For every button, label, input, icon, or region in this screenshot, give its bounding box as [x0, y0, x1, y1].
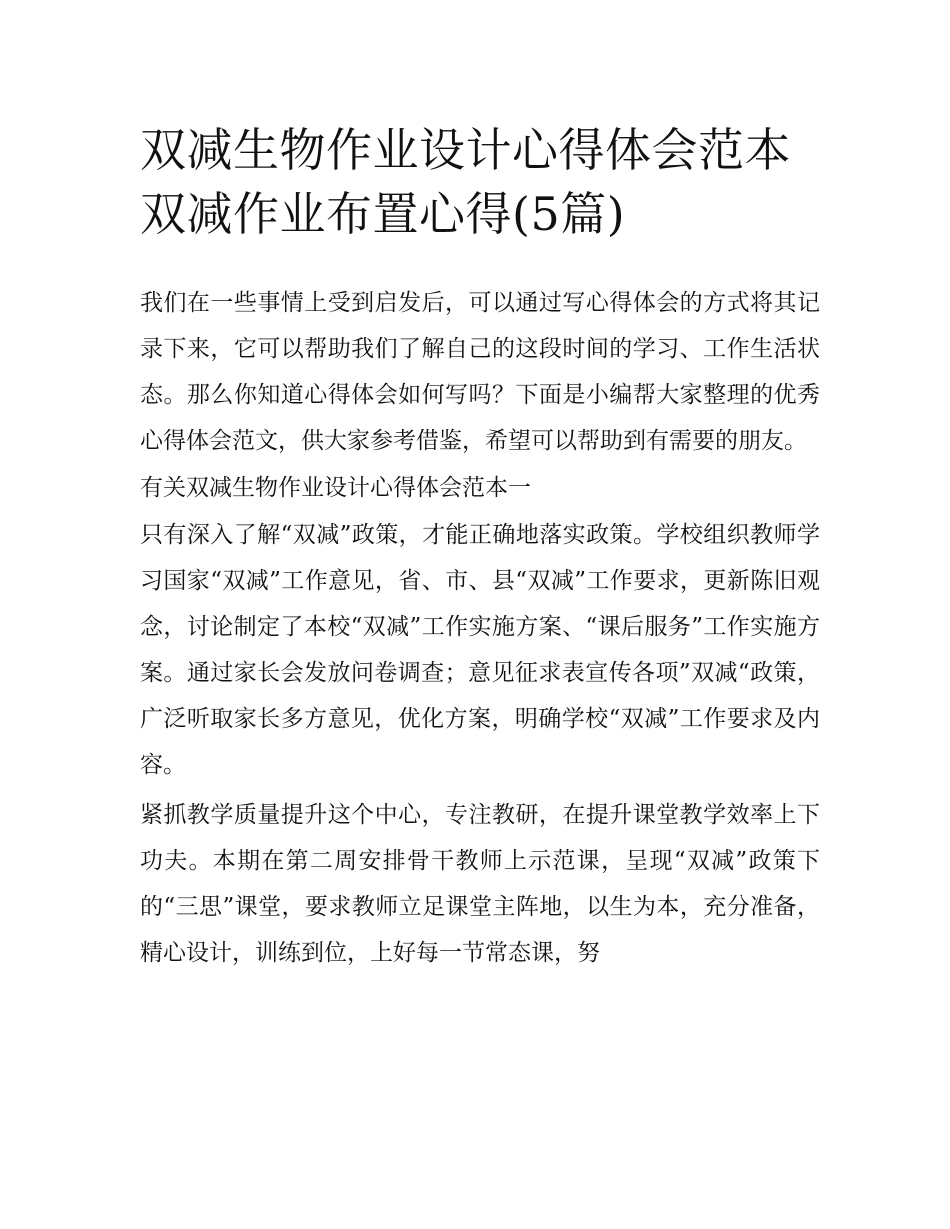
- intro-paragraph: 我们在一些事情上受到启发后，可以通过写心得体会的方式将其记录下来，它可以帮助我们了解自己的这段时间的学习、工作生活状态。那么你知道心得体会如何写吗？下面是小编帮大家整理的优秀心得体会范文，供大家参考借鉴，希望可以帮助到有需要的朋友。: [140, 290, 820, 454]
- body-paragraph-2: 紧抓教学质量提升这个中心，专注教研，在提升课堂教学效率上下功夫。本期在第二周安排骨干教师上示范课，呈现“双减”政策下的“三思”课堂，要求教师立足课堂主阵地，以生为本，充分准备，精心设计，训练到位，上好每一节常态课，努: [140, 802, 820, 966]
- body-paragraph-1: 只有深入了解“双减”政策，才能正确地落实政策。学校组织教师学习国家“双减”工作意见，省、市、县“双减”工作要求，更新陈旧观念，讨论制定了本校“双减”工作实施方案、“课后服务”工作实施方案。通过家长会发放问卷调查；意见征求表宣传各项”双减“政策，广泛听取家长多方意见，优化方案，明确学校“双减”工作要求及内容。: [140, 522, 820, 778]
- section-heading: 有关双减生物作业设计心得体会范本一: [140, 475, 531, 501]
- document-body: [140, 280, 820, 980]
- document-title: 双减生物作业设计心得体会范本 双减作业布置心得(5篇): [140, 123, 791, 241]
